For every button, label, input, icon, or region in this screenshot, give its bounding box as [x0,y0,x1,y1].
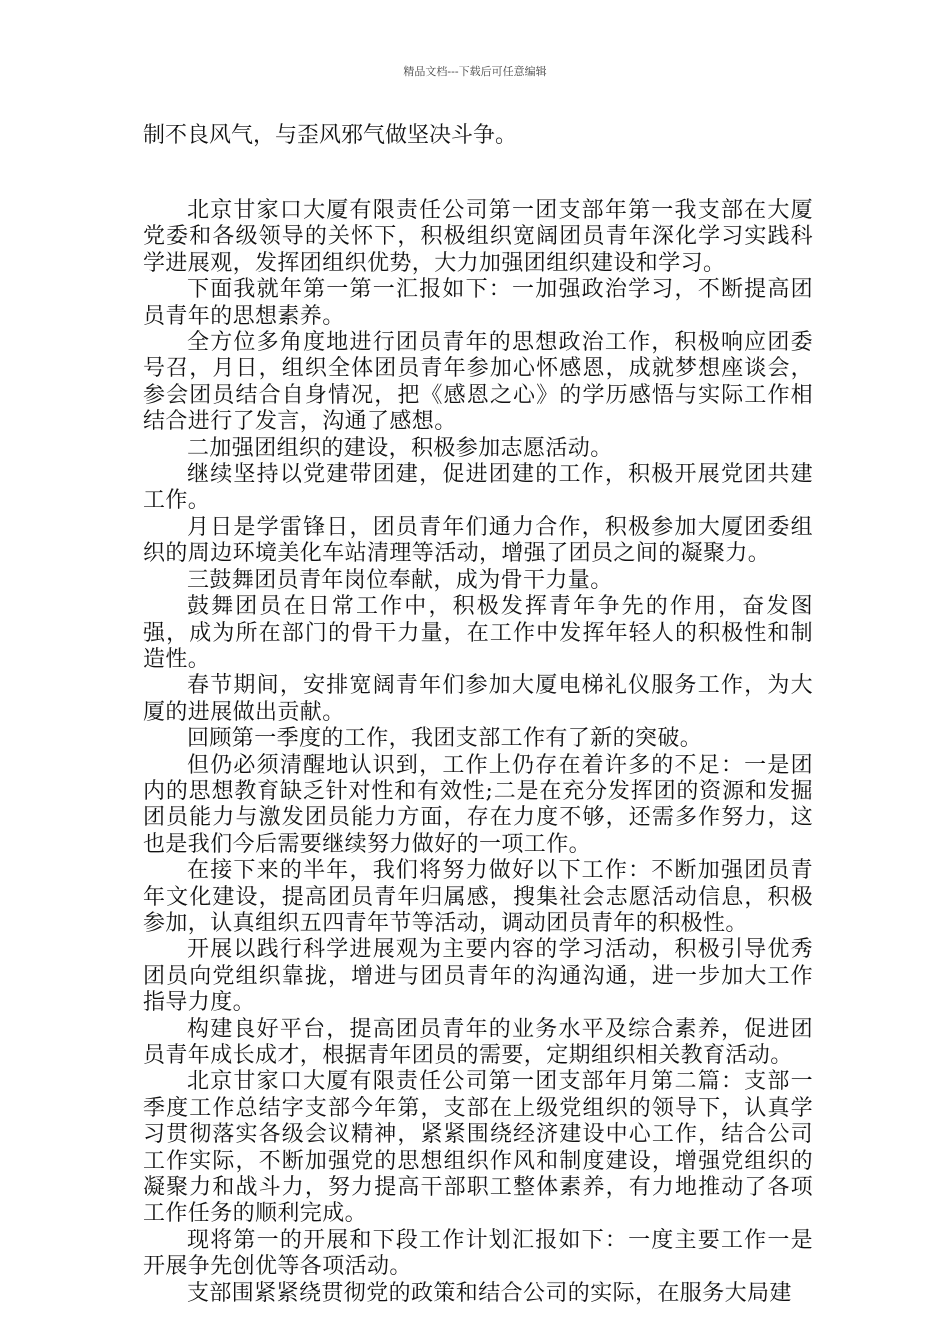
paragraph: 鼓舞团员在日常工作中，积极发挥青年争先的作用，奋发图强，成为所在部门的骨干力量，在工作中发挥年轻人的积极性和制造性。 [143,594,813,672]
paragraph: 春节期间，安排宽阔青年们参加大厦电梯礼仪服务工作，为大厦的进展做出贡献。 [143,673,813,725]
continuation-line: 制不良风气，与歪风邪气做坚决斗争。 [143,123,518,148]
document-body [143,198,813,1307]
paragraph: 二加强团组织的建设，积极参加志愿活动。 [187,435,613,461]
page-header: 精品文档---下载后可任意编辑 [403,65,547,78]
paragraph: 现将第一的开展和下段工作计划汇报如下：一度主要工作一是开展争先创优等各项活动。 [143,1227,813,1280]
paragraph: 下面我就年第一第一汇报如下：一加强政治学习，不断提高团员青年的思想素养。 [143,277,813,329]
paragraph: 月日是学雷锋日，团员青年们通力合作，积极参加大厦团委组织的周边环境美化车站清理等活动，增强了团员之间的凝聚力。 [143,514,813,567]
paragraph: 构建良好平台，提高团员青年的业务水平及综合素养，促进团员青年成长成才，根据青年团员的需要，定期组织相关教育活动。 [143,1016,813,1068]
paragraph: 三鼓舞团员青年岗位奉献，成为骨干力量。 [187,567,613,593]
paragraph: 开展以践行科学进展观为主要内容的学习活动，积极引导优秀团员向党组织靠拢，增进与团员青年的沟通沟通，进一步加大工作指导力度。 [143,937,813,1016]
paragraph: 支部围紧紧绕贯彻党的政策和结合公司的实际，在服务大局建 [187,1280,792,1306]
paragraph: 北京甘家口大厦有限责任公司第一团支部年月第二篇：支部一季度工作总结字支部今年第，支部在上级党组织的领导下，认真学习贯彻落实各级会议精神，紧紧围绕经济建设中心工作，结合公司工作实际，不断加强党的思想组织作风和制度建设，增强党组织的凝聚力和战斗力，努力提高干部职工整体素养，有力地推动了各项工作任务的顺利完成。 [143,1069,813,1227]
paragraph: 回顾第一季度的工作，我团支部工作有了新的突破。 [187,726,703,752]
paragraph: 在接下来的半年，我们将努力做好以下工作：不断加强团员青年文化建设，提高团员青年归属感，搜集社会志愿活动信息，积极参加，认真组织五四青年节等活动，调动团员青年的积极性。 [143,858,813,936]
paragraph: 北京甘家口大厦有限责任公司第一团支部年第一我支部在大厦党委和各级领导的关怀下，积极组织宽阔团员青年深化学习实践科学进展观，发挥团组织优势，大力加强团组织建设和学习。 [143,198,813,276]
paragraph: 全方位多角度地进行团员青年的思想政治工作，积极响应团委号召，月日，组织全体团员青年参加心怀感恩，成就梦想座谈会，参会团员结合自身情况，把《感恩之心》的学历感悟与实际工作相结合进行了发言，沟通了感想。 [143,330,813,435]
paragraph: 但仍必须清醒地认识到，工作上仍存在着许多的不足：一是团内的思想教育缺乏针对性和有效性;二是在充分发挥团的资源和发掘团员能力与激发团员能力方面，存在力度不够，还需多作努力，这也是我们今后需要继续努力做好的一项工作。 [143,752,813,857]
paragraph: 继续坚持以党建带团建，促进团建的工作，积极开展党团共建工作。 [143,462,813,514]
